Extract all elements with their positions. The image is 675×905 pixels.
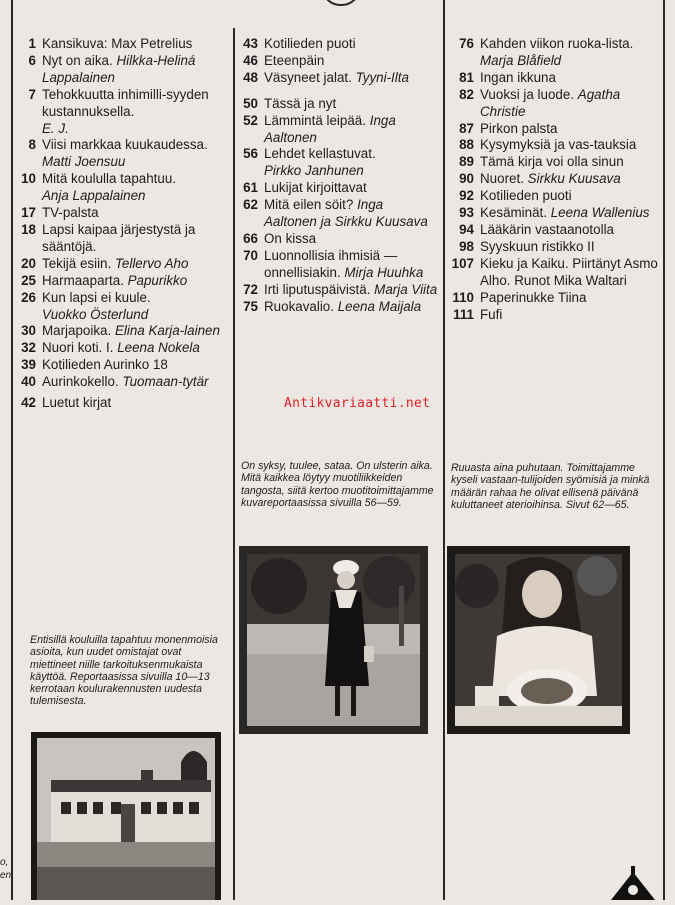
- toc-entry[interactable]: [448, 36, 658, 70]
- entry-author: Pirkko Janhunen: [264, 163, 364, 179]
- toc-entry[interactable]: [238, 96, 438, 113]
- page-number: 56: [243, 146, 258, 162]
- entry-author: Vuokko Österlund: [42, 306, 149, 322]
- toc-entry[interactable]: [448, 307, 658, 324]
- entry-title: Luonnollisia ihmisiä — onnellisiakin.: [264, 247, 398, 280]
- entry-title: Lehdet kellastuvat.: [264, 146, 376, 162]
- page-number: 94: [459, 221, 474, 237]
- page-number: 18: [21, 221, 36, 237]
- entry-title: TV-palsta: [42, 205, 99, 221]
- entry-title: Vuoksi ja luode.: [480, 86, 575, 102]
- page-number: 50: [243, 95, 258, 111]
- page-number: 90: [459, 171, 474, 187]
- entry-title: Ruokavalio.: [264, 298, 334, 314]
- entry-title: Lääkärin vastaanotolla: [480, 221, 614, 237]
- right-rule: [663, 0, 665, 900]
- page-number: 42: [21, 395, 36, 411]
- entry-author: Hilkka-Heliná Lappalainen: [42, 52, 196, 85]
- toc-entry[interactable]: [18, 374, 226, 391]
- page-number: 62: [243, 197, 258, 213]
- toc-entry[interactable]: [448, 70, 658, 87]
- entry-title: Tämä kirja voi olla sinun: [480, 154, 624, 170]
- toc-entry[interactable]: [18, 222, 226, 256]
- entry-author: Leena Wallenius: [550, 205, 650, 221]
- page-number: 87: [459, 120, 474, 136]
- photo-school: [31, 732, 221, 900]
- entry-author: Anja Lappalainen: [42, 188, 146, 204]
- photo-food: [447, 546, 630, 734]
- left-rule: [11, 0, 13, 900]
- page-number: 107: [451, 255, 474, 271]
- entry-author: Leena Nokela: [117, 340, 200, 356]
- page-number: 8: [28, 137, 36, 153]
- entry-author: Elina Karja-lainen: [114, 323, 220, 339]
- entry-title: Nyt on aika.: [42, 52, 113, 68]
- toc-entry[interactable]: [448, 222, 658, 239]
- toc-entry[interactable]: [448, 205, 658, 222]
- page-number: 6: [28, 52, 36, 68]
- page-number: 32: [21, 340, 36, 356]
- page-number: 25: [21, 272, 36, 288]
- entry-author: Mirja Huuhka: [344, 264, 424, 280]
- toc-entry[interactable]: [238, 248, 438, 282]
- caption-autumn-fashion: On syksy, tuulee, sataa. On ulsterin aika. Mitä kaikkea löytyy muotiliikkeiden tangosta, siitä kertoo muotitoimittajamme kuvareportaasissa sivuilla 56—59.: [241, 460, 434, 509]
- page-number: 111: [453, 306, 474, 322]
- page-number: 89: [459, 154, 474, 170]
- toc-entry[interactable]: [18, 205, 226, 222]
- entry-title: Aurinkokello.: [42, 374, 119, 390]
- page-top-ornament: [322, 0, 360, 6]
- entry-title: Mitä koululla tapahtuu.: [42, 171, 176, 187]
- entry-title: Marjapoika.: [42, 323, 112, 339]
- entry-title: Kesäminät.: [480, 205, 547, 221]
- entry-author: E. J.: [42, 120, 69, 136]
- page-number: 43: [243, 36, 258, 51]
- toc-entry[interactable]: [448, 137, 658, 154]
- entry-title: Ingan ikkuna: [480, 69, 556, 85]
- entry-author: Papurikko: [127, 272, 188, 288]
- entry-title: Tekijä esiin.: [42, 255, 112, 271]
- entry-author: Inga Aaltonen: [264, 112, 396, 145]
- page-number: 110: [452, 289, 474, 305]
- toc-entry[interactable]: [18, 395, 226, 412]
- toc-entry[interactable]: [448, 171, 658, 188]
- page-number: 40: [21, 374, 36, 390]
- page-number: 26: [21, 289, 36, 305]
- entry-author: Marja Viita: [374, 281, 438, 297]
- page-number: 52: [243, 112, 258, 128]
- toc-entry[interactable]: [18, 290, 226, 324]
- entry-author: Agatha Christie: [480, 86, 621, 119]
- toc-entry[interactable]: [238, 299, 438, 316]
- entry-author: Tellervo Aho: [114, 255, 189, 271]
- toc-column-1: [18, 36, 226, 412]
- entry-title: Lukijat kirjoittavat: [264, 180, 367, 196]
- caption-schools: Entisillä kouluilla tapahtuu monenmoisia asioita, kun uudet omistajat ovat miettineet niille tarkoituksenmukaista käyttöä. Reportaasissa sivuilla 10—13 kerrotaan koulurakennusten uudesta tulemisesta.: [30, 634, 218, 708]
- page-number: 20: [21, 255, 36, 271]
- entry-title: Tehokkuutta inhimilli-syyden kustannuksella.: [42, 86, 209, 119]
- entry-title: Lämmintä leipää.: [264, 112, 366, 128]
- page-number: 1: [28, 36, 36, 51]
- toc-entry[interactable]: [238, 36, 438, 53]
- entry-title: Kotilieden puoti: [264, 36, 356, 51]
- page-number: 98: [459, 238, 474, 254]
- entry-author: Marja Blåfield: [480, 52, 562, 68]
- page-number: 72: [243, 281, 258, 297]
- page-number: 48: [243, 69, 258, 85]
- toc-entry[interactable]: [18, 357, 226, 374]
- toc-entry[interactable]: [238, 180, 438, 197]
- entry-title: Lapsi kaipaa järjestystä ja sääntöjä.: [42, 221, 196, 254]
- page-number: 92: [459, 188, 474, 204]
- toc-entry[interactable]: [18, 340, 226, 357]
- entry-title: On kissa: [264, 230, 317, 246]
- page-number: 46: [243, 52, 258, 68]
- entry-title: Eteenpäin: [264, 52, 325, 68]
- entry-author: Tyyni-Ilta: [355, 69, 409, 85]
- entry-title: Viisi markkaa kuukaudessa.: [42, 137, 208, 153]
- entry-title: Kotilieden puoti: [480, 188, 572, 204]
- toc-entry[interactable]: [238, 53, 438, 70]
- divider-1: [233, 28, 235, 900]
- page-number: 93: [459, 205, 474, 221]
- caption-food: Ruuasta aina puhutaan. Toimittajamme kyseli vastaan-tulijoiden syömisiä ja minkä määrän rahaa he olivat ellisenä päivänä kuluttaneet aterioihinsa. Sivut 62—65.: [451, 462, 650, 511]
- entry-title: Paperinukke Tiina: [480, 289, 587, 305]
- page-number: 61: [243, 180, 258, 196]
- entry-author: Leena Maijala: [337, 298, 422, 314]
- entry-title: Kun lapsi ei kuule.: [42, 289, 151, 305]
- page-number: 76: [459, 36, 474, 51]
- toc-entry[interactable]: [448, 188, 658, 205]
- entry-author: Inga Aaltonen ja Sirkku Kuusava: [264, 197, 428, 230]
- page-number: 66: [243, 230, 258, 246]
- edge-text: o,: [0, 857, 9, 868]
- divider-2: [443, 0, 445, 900]
- toc-entry[interactable]: [18, 137, 226, 171]
- page-number: 70: [243, 247, 258, 263]
- toc-column-3: [448, 36, 658, 323]
- entry-title: Fufi: [480, 306, 503, 322]
- toc-entry[interactable]: [18, 53, 226, 87]
- entry-author: Sirkku Kuusava: [527, 171, 621, 187]
- entry-title: Nuoret.: [480, 171, 524, 187]
- toc-entry[interactable]: [18, 256, 226, 273]
- page-number: 81: [459, 69, 474, 85]
- entry-title: Kotilieden Aurinko 18: [42, 357, 168, 373]
- page-number: 88: [459, 137, 474, 153]
- toc-entry[interactable]: [18, 87, 226, 138]
- toc-column-2: [238, 36, 438, 316]
- page-number: 10: [21, 171, 36, 187]
- entry-title: Kansikuva: Max Petrelius: [42, 36, 193, 51]
- toc-entry[interactable]: [448, 239, 658, 256]
- entry-author: Matti Joensuu: [42, 154, 126, 170]
- toc-entry[interactable]: [448, 154, 658, 171]
- toc-entry[interactable]: [238, 70, 438, 87]
- entry-title: Irti liputuspäivistä.: [264, 281, 371, 297]
- toc-entry[interactable]: [18, 323, 226, 340]
- entry-title: Kysymyksiä ja vas-tauksia: [480, 137, 637, 153]
- publisher-logo-icon: [611, 866, 655, 900]
- toc-entry[interactable]: [18, 36, 226, 53]
- toc-entry[interactable]: [448, 290, 658, 307]
- entry-title: Pirkon palsta: [480, 120, 558, 136]
- toc-entry[interactable]: [448, 87, 658, 121]
- page-number: 82: [459, 86, 474, 102]
- entry-title: Väsyneet jalat.: [264, 69, 352, 85]
- page-number: 17: [21, 205, 36, 221]
- page-number: 30: [21, 323, 36, 339]
- toc-entry[interactable]: [18, 273, 226, 290]
- page-number: 39: [21, 357, 36, 373]
- entry-title: Kahden viikon ruoka-lista.: [480, 36, 634, 51]
- toc-entry[interactable]: [448, 256, 658, 290]
- toc-entry[interactable]: [238, 197, 438, 231]
- entry-title: Luetut kirjat: [42, 395, 112, 411]
- toc-entry[interactable]: [238, 282, 438, 299]
- toc-entry[interactable]: [238, 231, 438, 248]
- watermark: Antikvariaatti.net: [284, 396, 431, 411]
- entry-title: Nuori koti. I.: [42, 340, 114, 356]
- toc-entry[interactable]: [238, 146, 438, 180]
- entry-title: Syyskuun ristikko II: [480, 238, 595, 254]
- toc-entry[interactable]: [18, 171, 226, 205]
- entry-author: Tuomaan-tytär: [122, 374, 209, 390]
- page-number: 7: [28, 86, 36, 102]
- entry-title: Tässä ja nyt: [264, 95, 337, 111]
- toc-entry[interactable]: [448, 121, 658, 138]
- entry-title: Harmaaparta.: [42, 272, 124, 288]
- photo-fashion: [239, 546, 428, 734]
- toc-entry[interactable]: [238, 113, 438, 147]
- entry-title: Mitä eilen söit?: [264, 197, 354, 213]
- edge-text: en,: [0, 870, 14, 881]
- entry-title: Kieku ja Kaiku. Piirtänyt Asmo Alho. Runot Mika Waltari: [480, 255, 658, 288]
- page-number: 75: [243, 298, 258, 314]
